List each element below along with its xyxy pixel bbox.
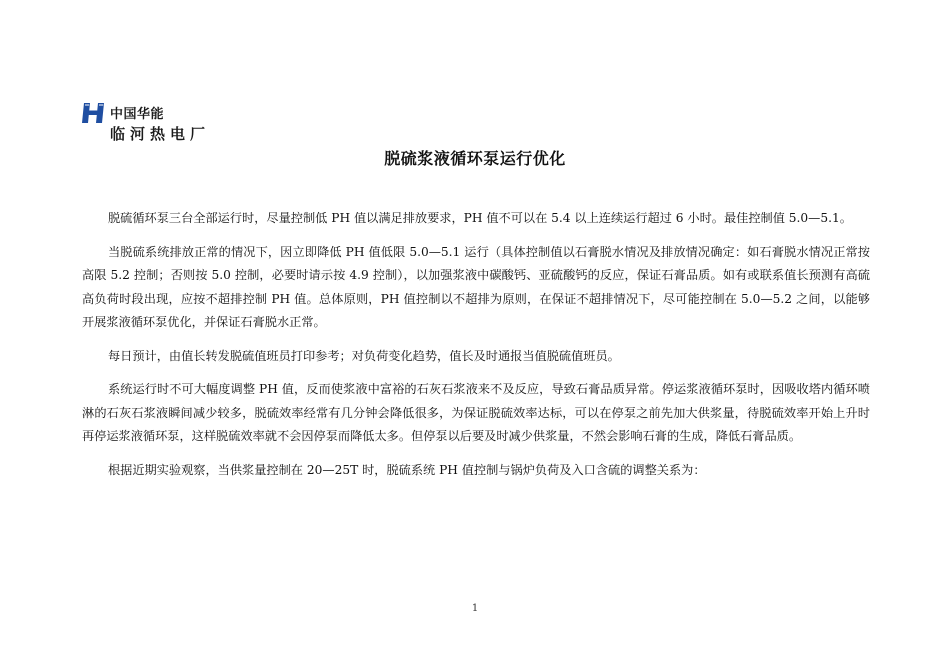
paragraph-5: 根据近期实验观察，当供浆量控制在 20—25T 时，脱硫系统 PH 值控制与锅炉负荷及入口含硫的调整关系为： xyxy=(108,462,706,477)
plant-name: 临河热电厂 xyxy=(110,125,211,143)
paragraph-1: 脱硫循环泵三台全部运行时，尽量控制低 PH 值以满足排放要求，PH 值不可以在 5.4 以上连续运行超过 6 小时。最佳控制值 5.0—5.1。 xyxy=(108,211,852,225)
page-number: 1 xyxy=(471,603,479,614)
company-name: 中国华能 xyxy=(110,107,165,122)
paragraph-4: 系统运行时不可大幅度调整 PH 值，反而使浆液中富裕的石灰石浆液来不及反应，导致石膏品质异常。停运浆液循环泵时，因吸收塔内循环喷淋的石灰石浆液瞬间减少较多，脱硫效率经常有几分钟会降低很多，为保证脱硫效率达标，可以在停泵之前先加大供浆量，待脱硫效率开始上升时再停运浆液循环泵，这样脱硫效率就不会因停泵而降低太多。但停泵以后要及时减少供浆量，不然会影响石膏的生成，降低石膏品质。 xyxy=(82,382,870,443)
huaneng-logo-icon xyxy=(82,102,106,124)
paragraph-3: 每日预计，由值长转发脱硫值班员打印参考；对负荷变化趋势，值长及时通报当值脱硫值班员。 xyxy=(108,348,620,363)
document-body xyxy=(82,207,870,492)
paragraph-2: 当脱硫系统排放正常的情况下，因立即降低 PH 值低限 5.0—5.1 运行（具体控制值以石膏脱水情况及排放情况确定：如石膏脱水情况正常按高限 5.2 控制；否则按 5.0 控制，必要时请示按 4.9 控制），以加强浆液中碳酸钙、亚硫酸钙的反应，保证石膏品质。如有或联系值长预测有高硫高负荷时段出现，应按不超排控制 PH 值。总体原则，PH 值控制以不超排为原则，在保证不超排情况下，尽可能控制在 5.0—5.2 之间，以能够开展浆液循环泵优化，并保证石膏脱水正常。 xyxy=(82,244,870,329)
document-title: 脱硫浆液循环泵运行优化 xyxy=(384,149,566,168)
company-logo xyxy=(82,101,242,147)
